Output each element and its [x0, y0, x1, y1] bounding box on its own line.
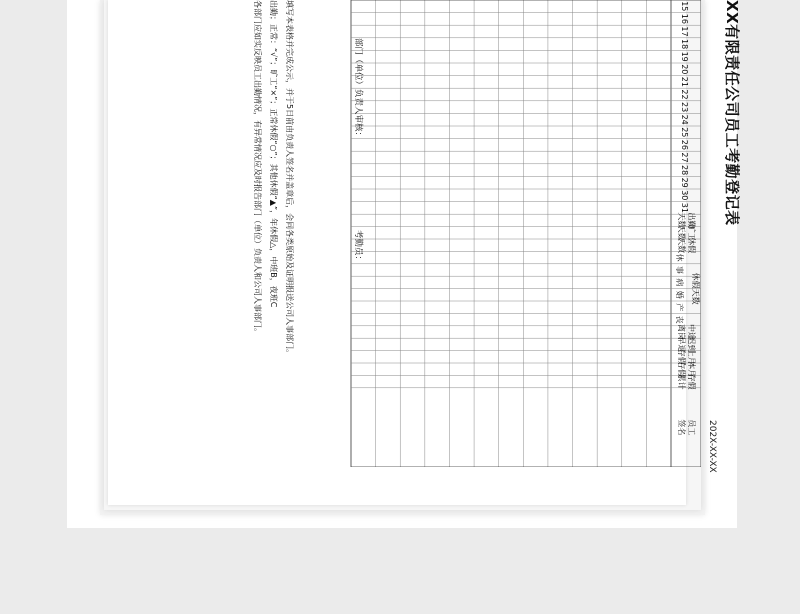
day-number-label: 15 — [680, 1, 689, 12]
leave-type-label: 婚 — [675, 290, 684, 299]
day-number-label: 26 — [680, 139, 689, 150]
notes — [249, 0, 297, 467]
absent-days-label: 天数 — [677, 224, 686, 241]
document-date: 202X-XX-XX — [707, 420, 717, 473]
middle-column-label: 离岗 — [677, 324, 686, 340]
day-number-label: 23 — [680, 102, 689, 113]
note-line: 填写本表格并完成公示，并于5日前由负责人签名并盖章后，会同各类原始及证明报送公司人事部门。 — [285, 0, 294, 358]
day-number-label: 28 — [680, 165, 689, 176]
leave-type-label: 病 — [675, 278, 684, 287]
leave-balance-label: 存假 — [677, 361, 686, 378]
day-number-label: 24 — [680, 114, 689, 125]
day-number-label: 27 — [680, 152, 689, 163]
attendance-days-label: 出勤 — [687, 212, 696, 229]
signature-column-label: 签名 — [677, 419, 686, 436]
rotated-page-content — [246, 0, 751, 473]
note-line: 各部门应如实反映员工出勤情况，有异常情况应及时报告部门（单位）负责人和公司人事部门。 — [253, 0, 262, 336]
grid-lines — [351, 0, 701, 467]
middle-column-label: 中途 — [687, 324, 696, 340]
day-number-label: 25 — [680, 127, 689, 138]
document-title: XX有限责任公司员工考勤登记表 — [723, 0, 741, 226]
leave-type-label: 事 — [675, 266, 684, 274]
middle-column-label: 早退 — [677, 336, 686, 353]
middle-column-label: 迟到 — [687, 336, 696, 353]
attendance-days-label: 天数 — [677, 212, 686, 229]
day-number-label: 18 — [680, 39, 689, 50]
leave-balance-label: 本月 — [687, 361, 696, 378]
rest-days-label: 休假 — [687, 237, 696, 254]
day-number-label: 20 — [680, 64, 689, 75]
note-line: 出勤；正常：“√”；旷工“×”；正常休假“○”；其他休假“▲”，年休假△，中班B，夜班C — [269, 0, 278, 308]
day-number-label: 22 — [680, 89, 689, 100]
day-number-label: 21 — [680, 76, 689, 87]
department-review-label: 部门（单位）负责人审核： — [353, 38, 363, 141]
clerk-label: 考勤员： — [353, 230, 363, 265]
signature-column-label: 员工 — [687, 419, 696, 436]
leave-balance-label: 存假 — [687, 373, 696, 390]
leave-balance-label: 上月 — [687, 348, 696, 365]
day-number-label: 29 — [680, 177, 689, 188]
day-number-label: 19 — [680, 51, 689, 62]
grid-header-text — [675, 1, 701, 435]
leave-group-label: 休假天数 — [691, 272, 700, 305]
day-number-label: 30 — [680, 190, 689, 201]
day-number-label: 16 — [680, 13, 689, 24]
day-number-label: 31 — [680, 202, 689, 213]
leave-balance-label: 存假 — [677, 348, 686, 365]
attendance-sheet — [108, 0, 741, 505]
leave-type-label: 产 — [675, 303, 684, 312]
rest-days-label: 天数 — [677, 237, 686, 254]
day-number-label: 17 — [680, 26, 689, 37]
leave-type-label: 休 — [675, 253, 684, 262]
leave-type-label: 丧 — [675, 315, 684, 324]
leave-balance-label: 累计 — [677, 373, 686, 390]
absent-days-label: 旷工 — [687, 224, 696, 241]
